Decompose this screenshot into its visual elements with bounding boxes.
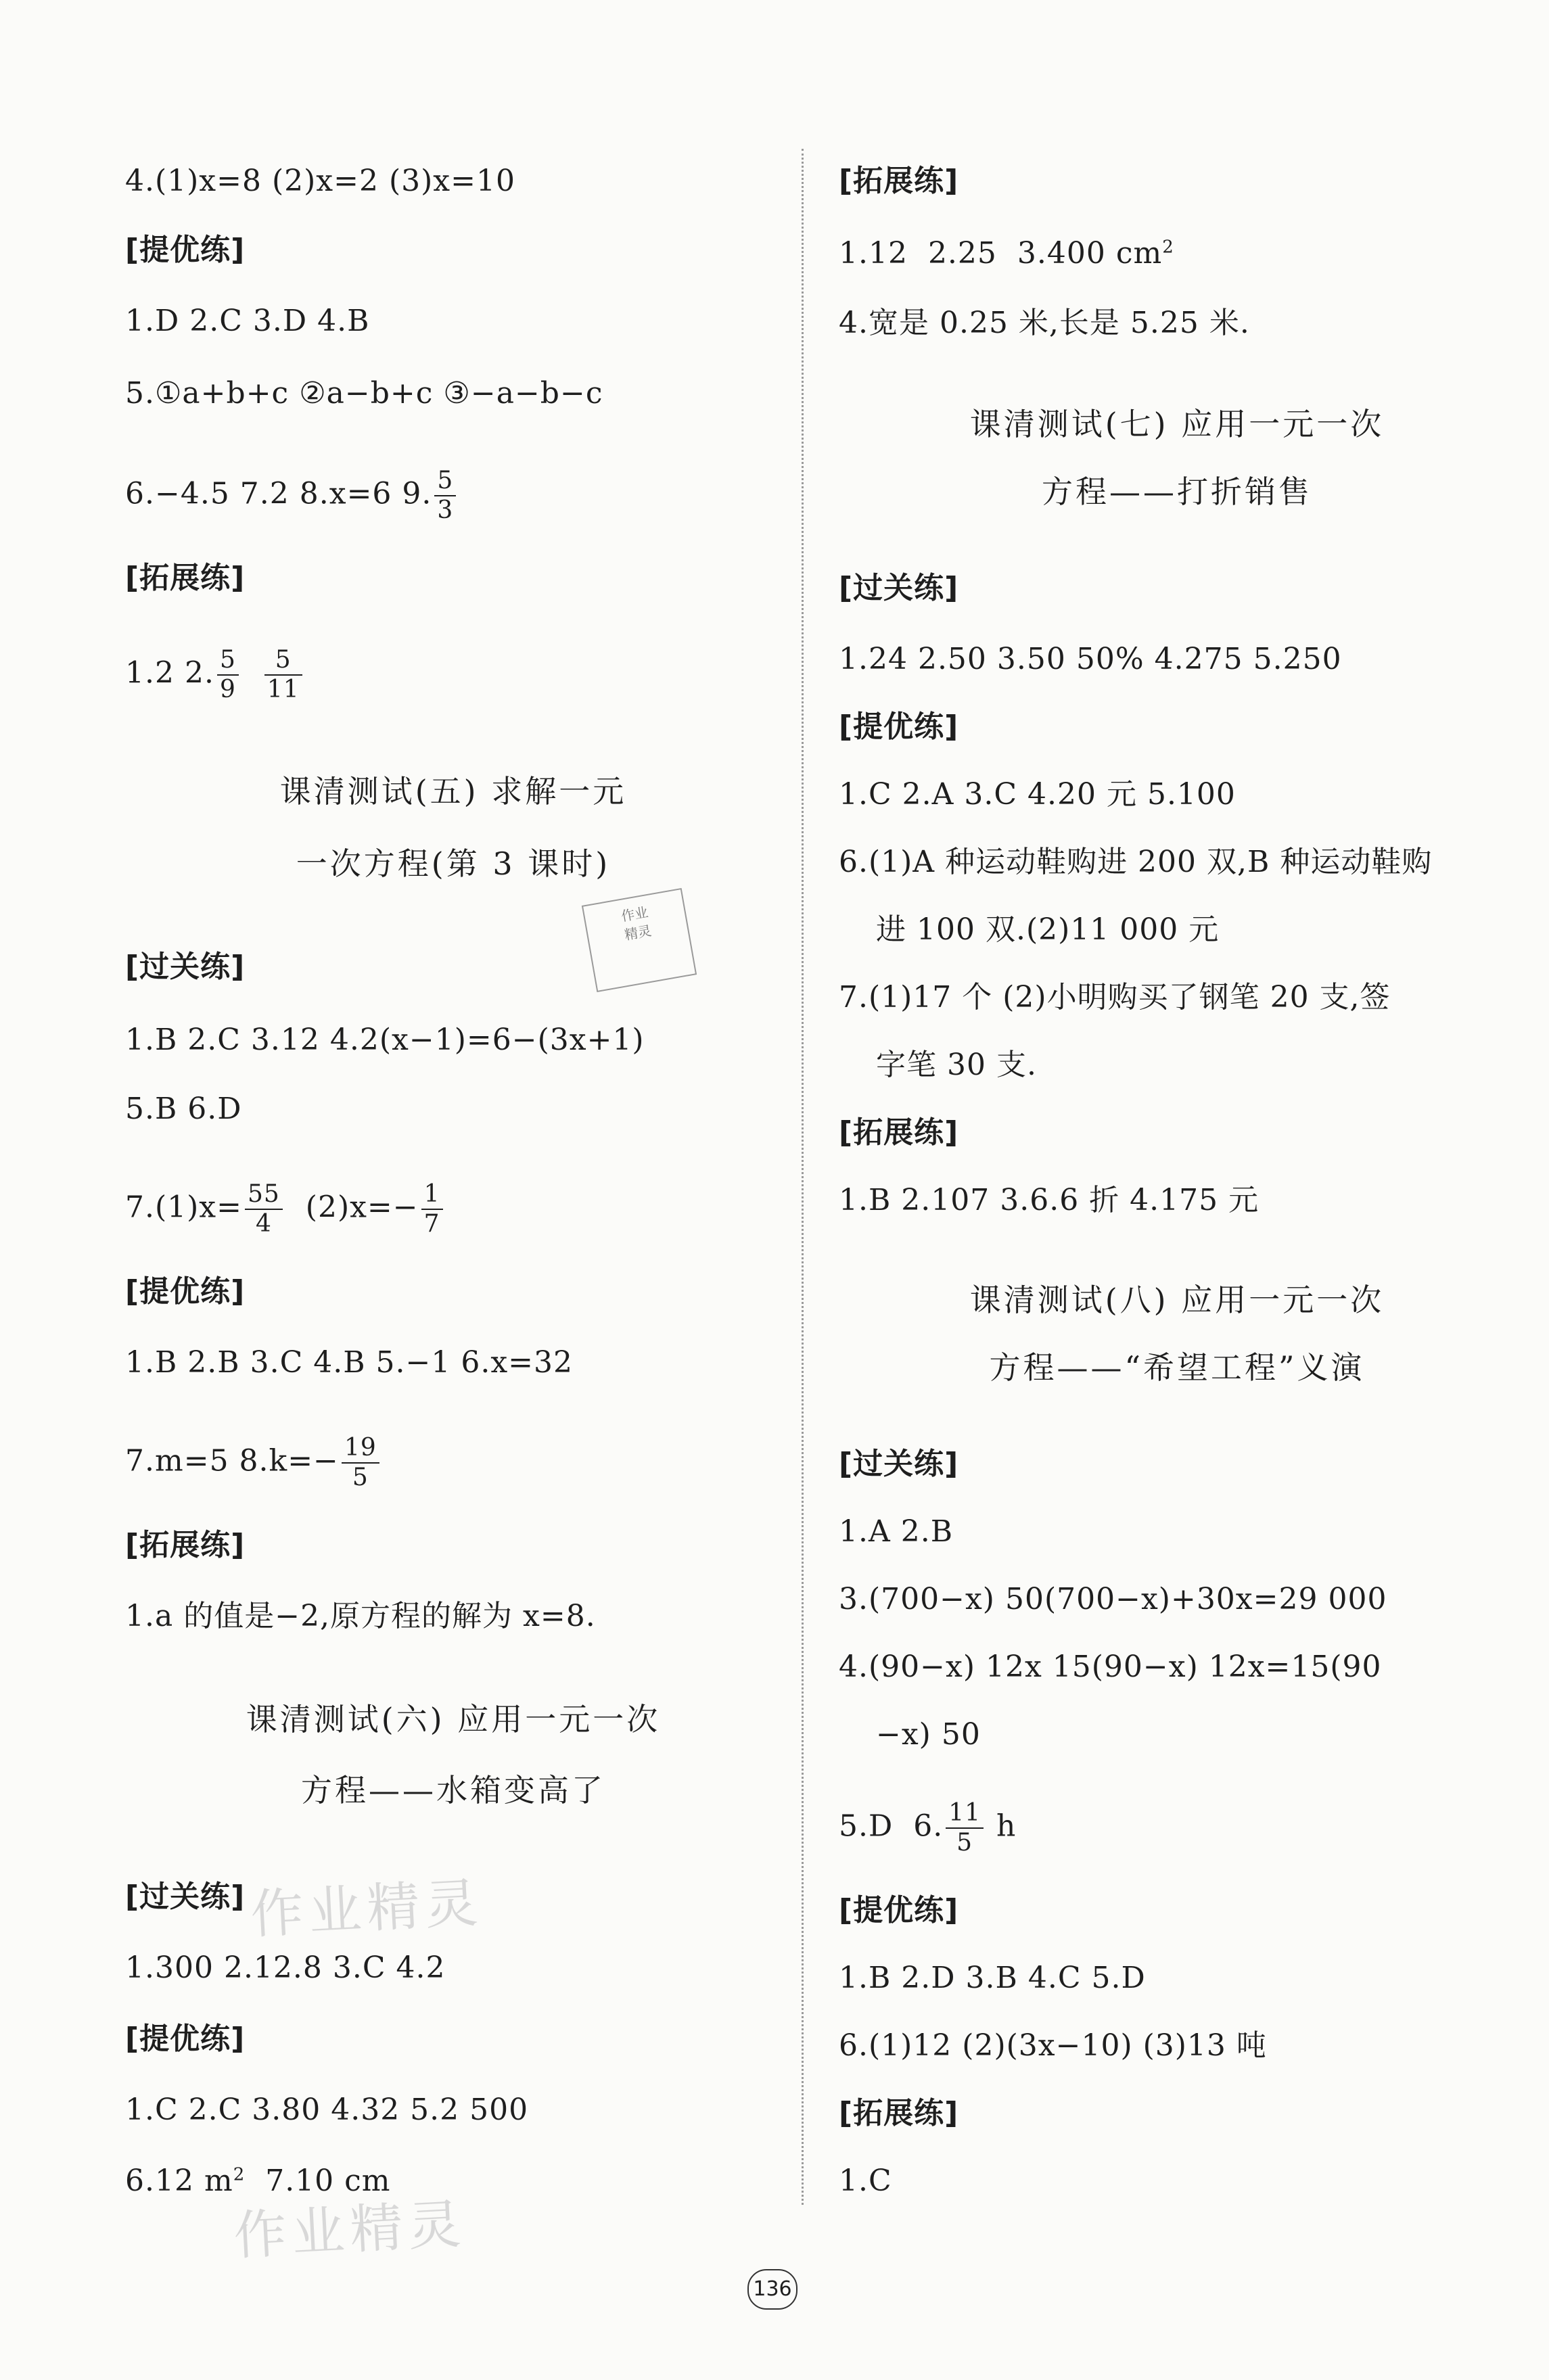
section-heading: [过关练] <box>125 950 246 984</box>
answer-line <box>839 1799 1016 1857</box>
fraction-numerator: 55 <box>245 1180 283 1210</box>
superscript: 2 <box>1162 237 1174 258</box>
answer-text: 5.D 6. <box>839 1809 944 1844</box>
answer-line: 1.A 2.B <box>839 1514 954 1549</box>
stamp-text: 作业 <box>620 904 650 925</box>
fraction-denominator: 3 <box>437 496 454 524</box>
section-heading: [过关练] <box>839 1447 959 1481</box>
answer-line: 1.C 2.C 3.80 4.32 5.2 500 <box>125 2093 529 2127</box>
fraction-numerator: 11 <box>946 1799 984 1829</box>
answer-line: 1.B 2.C 3.12 4.2(x−1)=6−(3x+1) <box>125 1023 645 1057</box>
answer-line: 1.C <box>839 2164 892 2198</box>
lesson-title: 方程——打折销售 <box>1042 473 1312 510</box>
answer-text: 7.m=5 8.k=− <box>125 1443 339 1478</box>
answer-line: 1.24 2.50 3.50 50% 4.275 5.250 <box>839 642 1342 676</box>
fraction-denominator: 4 <box>255 1210 272 1238</box>
column-divider <box>802 149 804 2205</box>
section-heading: [拓展练] <box>839 2096 959 2130</box>
lesson-title: 方程——“希望工程”义演 <box>989 1349 1365 1386</box>
fraction <box>245 1180 283 1238</box>
answer-line: 4.宽是 0.25 米,长是 5.25 米. <box>839 306 1250 340</box>
answer-line <box>125 467 459 525</box>
section-heading: [拓展练] <box>125 1528 246 1562</box>
answer-line: 1.D 2.C 3.D 4.B <box>125 304 370 338</box>
answer-text: 7.10 cm <box>245 2164 391 2198</box>
fraction-numerator: 1 <box>421 1180 443 1210</box>
answer-line <box>839 233 1174 274</box>
section-heading: [拓展练] <box>839 164 959 198</box>
stamp-text: 精灵 <box>623 922 653 943</box>
lesson-title: 课清测试(八) 应用一元一次 <box>969 1282 1385 1318</box>
superscript: 2 <box>233 2164 246 2185</box>
watermark: 作业精灵 <box>249 1873 485 1946</box>
lesson-title: 方程——水箱变高了 <box>301 1772 605 1809</box>
answer-line <box>125 1180 446 1238</box>
answer-line: 5.①a+b+c ②a−b+c ③−a−b−c <box>125 376 603 411</box>
fraction-denominator: 11 <box>267 676 300 703</box>
answer-text: (2)x=− <box>285 1190 419 1225</box>
section-heading: [过关练] <box>839 571 959 605</box>
answer-line: 6.(1)A 种运动鞋购进 200 双,B 种运动鞋购 <box>839 845 1433 879</box>
answer-line: 6.(1)12 (2)(3x−10) (3)13 吨 <box>839 2028 1267 2063</box>
fraction-denominator: 7 <box>423 1210 440 1238</box>
answer-text: 1.12 2.25 3.400 cm <box>839 236 1163 271</box>
answer-line: −x) 50 <box>876 1717 981 1752</box>
section-heading: [提优练] <box>125 233 246 267</box>
answer-text: 1.2 2. <box>125 655 214 691</box>
answer-text: h <box>986 1809 1017 1844</box>
answer-text: 7.(1)x= <box>125 1190 242 1225</box>
page-number: 136 <box>747 2269 797 2310</box>
lesson-title: 课清测试(六) 应用一元一次 <box>246 1701 661 1737</box>
lesson-title: 课清测试(七) 应用一元一次 <box>969 406 1385 442</box>
answer-line: 1.B 2.107 3.6.6 折 4.175 元 <box>839 1183 1259 1217</box>
watermark-stamp <box>582 888 697 992</box>
fraction-numerator: 5 <box>434 467 456 496</box>
answer-text: 6.12 m <box>125 2164 233 2198</box>
answer-line: 1.B 2.B 3.C 4.B 5.−1 6.x=32 <box>125 1345 574 1380</box>
section-heading: [过关练] <box>125 1880 246 1914</box>
fraction <box>421 1180 443 1238</box>
answer-line: 4.(90−x) 12x 15(90−x) 12x=15(90 <box>839 1650 1382 1684</box>
answer-line: 3.(700−x) 50(700−x)+30x=29 000 <box>839 1582 1387 1616</box>
answer-text: 6.−4.5 7.2 8.x=6 9. <box>125 476 432 511</box>
answer-line <box>125 1434 382 1492</box>
answer-line: 7.(1)17 个 (2)小明购买了钢笔 20 支,签 <box>839 980 1391 1014</box>
fraction-numerator: 5 <box>217 646 239 676</box>
lesson-title: 课清测试(五) 求解一元 <box>279 773 627 810</box>
answer-line: 4.(1)x=8 (2)x=2 (3)x=10 <box>125 164 515 198</box>
section-heading: [拓展练] <box>125 561 246 595</box>
answer-line: 5.B 6.D <box>125 1092 242 1126</box>
fraction <box>217 646 239 704</box>
fraction-denominator: 9 <box>219 676 236 703</box>
section-heading: [提优练] <box>839 1893 959 1928</box>
fraction-numerator: 5 <box>264 646 302 676</box>
section-heading: [拓展练] <box>839 1115 959 1150</box>
fraction-numerator: 19 <box>342 1434 379 1464</box>
watermark: 作业精灵 <box>232 2194 468 2267</box>
answer-line: 进 100 双.(2)11 000 元 <box>876 912 1220 947</box>
answer-line: 1.C 2.A 3.C 4.20 元 5.100 <box>839 777 1236 812</box>
section-heading: [提优练] <box>839 709 959 744</box>
fraction <box>264 646 302 704</box>
fraction <box>342 1434 379 1492</box>
fraction-denominator: 5 <box>956 1829 973 1857</box>
fraction-denominator: 5 <box>352 1464 369 1491</box>
answer-line <box>125 646 305 704</box>
section-heading: [提优练] <box>125 2022 246 2056</box>
answer-line: 字笔 30 支. <box>876 1048 1037 1082</box>
answer-line: 1.B 2.D 3.B 4.C 5.D <box>839 1961 1146 1995</box>
fraction <box>434 467 456 525</box>
lesson-title: 一次方程(第 3 课时) <box>296 845 611 882</box>
fraction <box>946 1799 984 1857</box>
answer-line: 1.300 2.12.8 3.C 4.2 <box>125 1951 446 1985</box>
answer-line: 1.a 的值是−2,原方程的解为 x=8. <box>125 1599 596 1633</box>
section-heading: [提优练] <box>125 1274 246 1309</box>
